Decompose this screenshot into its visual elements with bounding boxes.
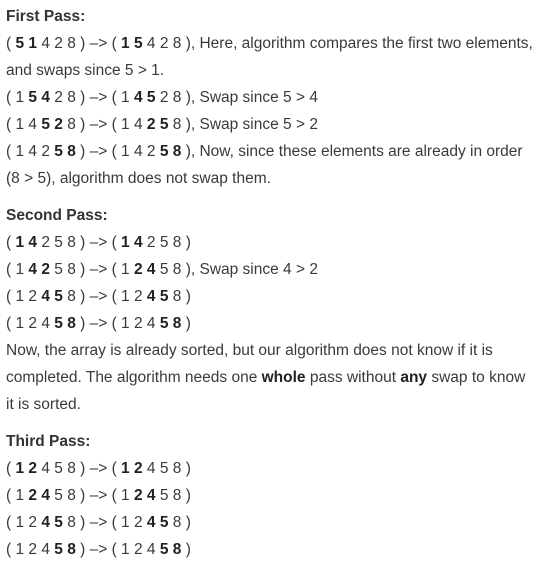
text-segment: 8 )	[168, 288, 191, 305]
bold-segment: whole	[261, 369, 306, 386]
bold-segment: 2	[133, 261, 143, 278]
bold-segment: 4	[41, 487, 50, 504]
text-segment: 2 5 8 ) –> (	[37, 234, 122, 251]
bold-segment: 5	[159, 315, 169, 332]
pass-section	[6, 202, 550, 418]
text-segment: (	[6, 460, 16, 477]
text-segment: 4 5 8 )	[142, 460, 191, 477]
text-segment: swap to know	[427, 369, 526, 386]
bold-segment: 8	[67, 315, 76, 332]
bold-segment: 4	[146, 288, 156, 305]
bold-segment: 5	[54, 288, 63, 305]
bold-segment: 5	[15, 35, 25, 52]
bold-segment: 8	[67, 541, 76, 558]
step-line	[6, 30, 550, 57]
text-segment: Now, the array is already sorted, but our algorithm does not know if it is	[6, 342, 493, 359]
text-segment: it is sorted.	[6, 396, 81, 413]
bold-segment: 8	[172, 315, 182, 332]
pass-section	[6, 428, 550, 563]
bold-segment: 2	[28, 460, 38, 477]
step-line	[6, 310, 550, 337]
step-line	[6, 364, 550, 391]
bold-segment: 5	[28, 89, 38, 106]
bold-segment: 5	[159, 541, 169, 558]
text-segment: )	[181, 315, 191, 332]
bold-segment: 4	[133, 234, 143, 251]
bold-segment: 1	[28, 35, 38, 52]
bold-segment: 4	[41, 514, 50, 531]
text-segment: (	[6, 234, 16, 251]
bold-segment: 2	[41, 261, 50, 278]
step-line	[6, 111, 550, 138]
text-segment: )	[181, 541, 191, 558]
step-line	[6, 337, 550, 364]
text-segment: ) –> ( 1 4 2	[75, 143, 160, 160]
text-segment: ) –> ( 1 2 4	[75, 315, 160, 332]
bold-segment: 5	[54, 514, 63, 531]
text-segment: ( 1 2	[6, 514, 42, 531]
step-line	[6, 229, 550, 256]
text-segment: 8 ) –> ( 1 2	[62, 514, 147, 531]
step-line	[6, 455, 550, 482]
step-line	[6, 536, 550, 563]
bold-segment: 4	[146, 514, 156, 531]
bold-segment: 8	[172, 541, 182, 558]
step-line	[6, 283, 550, 310]
pass-heading: Third Pass:	[6, 433, 91, 450]
text-segment: and swaps since 5 > 1.	[6, 62, 165, 79]
bold-segment: 1	[15, 234, 25, 251]
text-segment: ( 1 2 4	[6, 315, 55, 332]
bold-segment: 1	[121, 234, 130, 251]
text-segment: completed. The algorithm needs one	[6, 369, 262, 386]
bold-segment: 5	[41, 116, 50, 133]
text-segment: ) –> ( 1 2 4	[75, 541, 160, 558]
text-segment: pass without	[305, 369, 401, 386]
step-line	[6, 509, 550, 536]
text-segment: 4 2 8 ) –> (	[37, 35, 122, 52]
step-line	[6, 482, 550, 509]
text-segment: 8 )	[168, 514, 191, 531]
bold-segment: 5	[159, 116, 169, 133]
step-line	[6, 57, 550, 84]
text-segment: 2 8 ), Swap since 5 > 4	[155, 89, 318, 106]
text-segment: ( 1	[6, 89, 29, 106]
text-segment: ), Now, since these elements are already in order	[181, 143, 523, 160]
bold-segment: 5	[54, 315, 63, 332]
bold-segment: any	[400, 369, 428, 386]
bold-segment: 2	[133, 487, 143, 504]
text-segment: 8 ), Swap since 5 > 2	[168, 116, 318, 133]
bold-segment: 2	[28, 487, 38, 504]
bold-segment: 5	[133, 35, 143, 52]
bold-segment: 5	[54, 541, 63, 558]
bold-segment: 5	[54, 143, 63, 160]
step-line	[6, 165, 550, 192]
pass-heading: First Pass:	[6, 8, 86, 25]
pass-heading: Second Pass:	[6, 207, 108, 224]
text-segment: 8 ) –> ( 1 4	[62, 116, 147, 133]
pass-section	[6, 3, 550, 192]
text-segment: ( 1 2	[6, 288, 42, 305]
bold-segment: 4	[28, 234, 38, 251]
text-segment: 8 ) –> ( 1 2	[62, 288, 147, 305]
bold-segment: 4	[146, 261, 156, 278]
text-segment: ( 1	[6, 487, 29, 504]
bold-segment: 8	[172, 143, 182, 160]
text-segment: 2 5 8 )	[142, 234, 191, 251]
step-line	[6, 256, 550, 283]
bold-segment: 4	[41, 288, 50, 305]
step-line	[6, 84, 550, 111]
text-segment: 5 8 )	[155, 487, 191, 504]
bold-segment: 1	[121, 35, 130, 52]
bold-segment: 4	[133, 89, 143, 106]
bold-segment: 5	[159, 514, 169, 531]
bold-segment: 2	[146, 116, 156, 133]
section-gap	[6, 192, 550, 202]
bold-segment: 4	[41, 89, 50, 106]
bold-segment: 2	[133, 460, 143, 477]
text-segment: ( 1 2 4	[6, 541, 55, 558]
bold-segment: 5	[159, 143, 169, 160]
step-line	[6, 138, 550, 165]
bold-segment: 1	[15, 460, 25, 477]
text-segment: ( 1	[6, 261, 29, 278]
bold-segment: 5	[159, 288, 169, 305]
text-segment: 2 8 ) –> ( 1	[49, 89, 134, 106]
text-segment: 5 8 ) –> ( 1	[49, 261, 134, 278]
bold-segment: 1	[121, 460, 130, 477]
text-segment: 4 2 8 ), Here, algorithm compares the first two elements,	[142, 35, 533, 52]
text-segment: 5 8 ) –> ( 1	[49, 487, 134, 504]
section-gap	[6, 418, 550, 428]
text-segment: ( 1 4 2	[6, 143, 55, 160]
text-segment: (8 > 5), algorithm does not swap them.	[6, 170, 271, 187]
bold-segment: 5	[146, 89, 156, 106]
text-segment: (	[6, 35, 16, 52]
bold-segment: 8	[67, 143, 76, 160]
step-line	[6, 391, 550, 418]
text-segment: 5 8 ), Swap since 4 > 2	[155, 261, 318, 278]
bold-segment: 4	[28, 261, 38, 278]
bold-segment: 2	[54, 116, 63, 133]
text-segment: 4 5 8 ) –> (	[37, 460, 122, 477]
text-segment: ( 1 4	[6, 116, 42, 133]
bold-segment: 4	[146, 487, 156, 504]
